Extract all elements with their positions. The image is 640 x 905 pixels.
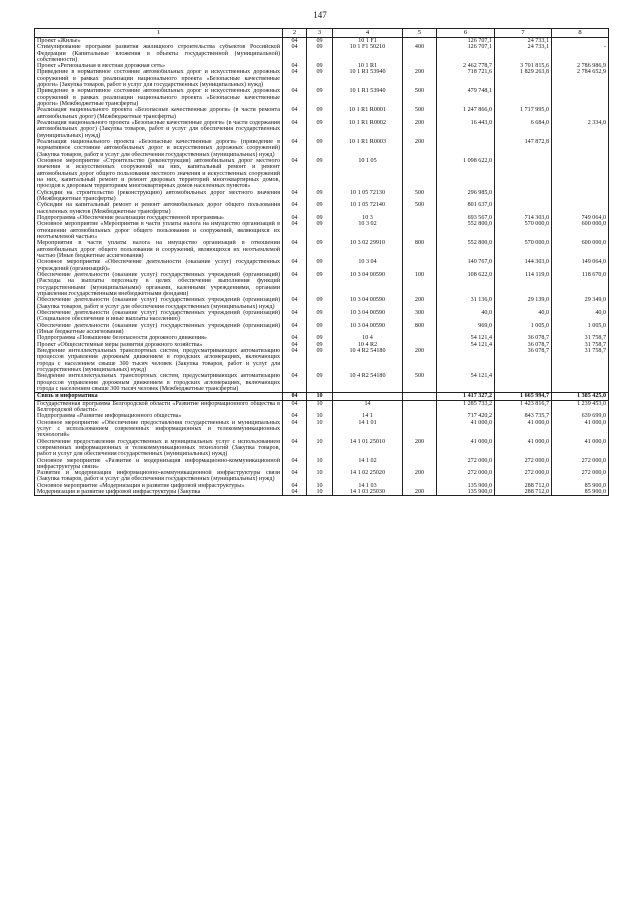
row-amount-year-2: 288 712,0 bbox=[495, 489, 552, 496]
row-subsection-code: 09 bbox=[307, 190, 333, 203]
table-row bbox=[35, 272, 609, 297]
header-cell: 1 bbox=[35, 29, 283, 38]
row-expense-type bbox=[403, 393, 437, 400]
row-expense-type: 100 bbox=[403, 272, 437, 297]
row-description: Приведение в нормативное состояние автомобильных дорог и искусственных дорожных сооружений в рамках реализации национального проекта «Безопасные качественные дороги» (Закупка товаров, работ и услуг для государственных (муниципальных) нужд) bbox=[35, 69, 283, 88]
row-expense-type: 500 bbox=[403, 202, 437, 215]
row-subsection-code: 09 bbox=[307, 69, 333, 88]
row-target-code: 10 3 04 00590 bbox=[333, 323, 403, 336]
row-amount-year-2: 41 000,0 bbox=[495, 420, 552, 439]
row-subsection-code: 10 bbox=[307, 413, 333, 419]
row-expense-type: 800 bbox=[403, 240, 437, 259]
row-description: Обеспечение деятельности (оказание услуг) государственных учреждений (организаций) (Закупка товаров, работ и услуг для обеспечения государственных (муниципальных) нужд) bbox=[35, 297, 283, 310]
page-number: 147 bbox=[313, 10, 327, 20]
table-row bbox=[35, 297, 609, 310]
row-amount-year-3: 85 900,0 bbox=[552, 483, 609, 489]
row-description: Связь и информатика bbox=[35, 393, 283, 400]
row-target-code: 10 1 F1 bbox=[333, 37, 403, 44]
row-description: Подпрограмма «Обеспечение реализации государственной программы» bbox=[35, 215, 283, 221]
row-target-code: 10 4 R2 bbox=[333, 342, 403, 348]
row-amount-year-2: 570 000,0 bbox=[495, 221, 552, 240]
row-section-code: 04 bbox=[283, 323, 307, 336]
row-amount-year-1: 41 000,0 bbox=[437, 439, 495, 458]
row-target-code: 10 3 04 bbox=[333, 259, 403, 272]
row-expense-type bbox=[403, 37, 437, 44]
row-amount-year-2: 40,0 bbox=[495, 310, 552, 323]
row-expense-type bbox=[403, 458, 437, 471]
row-subsection-code: 10 bbox=[307, 470, 333, 483]
row-amount-year-2: 147 872,8 bbox=[495, 139, 552, 158]
row-target-code: 10 4 R2 54180 bbox=[333, 373, 403, 392]
row-amount-year-3: 600 000,0 bbox=[552, 221, 609, 240]
row-subsection-code: 10 bbox=[307, 420, 333, 439]
row-target-code: 10 4 bbox=[333, 335, 403, 341]
row-amount-year-1: 126 707,1 bbox=[437, 37, 495, 44]
row-amount-year-1: 296 985,0 bbox=[437, 190, 495, 203]
row-section-code: 04 bbox=[283, 342, 307, 348]
row-subsection-code: 09 bbox=[307, 342, 333, 348]
row-description: Обеспечение деятельности (оказание услуг) государственных учреждений (организаций) (Расходы на выплаты персоналу в целях обеспечения выполнения функций государственными (муниципальными) органами, казенными учреждениями, органами управления государственными внебюджетными фондами) bbox=[35, 272, 283, 297]
row-section-code: 04 bbox=[283, 63, 307, 69]
table-row bbox=[35, 439, 609, 458]
row-subsection-code: 09 bbox=[307, 259, 333, 272]
row-section-code: 04 bbox=[283, 393, 307, 400]
row-description: Проект «Региональная и местная дорожная сеть» bbox=[35, 63, 283, 69]
row-amount-year-3: 118 670,0 bbox=[552, 272, 609, 297]
row-amount-year-2 bbox=[495, 202, 552, 215]
row-section-code: 04 bbox=[283, 439, 307, 458]
row-target-code: 10 3 04 00590 bbox=[333, 310, 403, 323]
row-section-code: 04 bbox=[283, 400, 307, 413]
table-row bbox=[35, 221, 609, 240]
row-subsection-code: 09 bbox=[307, 37, 333, 44]
row-amount-year-3 bbox=[552, 190, 609, 203]
row-section-code: 04 bbox=[283, 221, 307, 240]
row-section-code: 04 bbox=[283, 272, 307, 297]
row-description: Развитие и модернизация информационно-коммуникационной инфраструктуры связи (Закупка товаров, работ и услуг для обеспечения государственных (муниципальных) нужд) bbox=[35, 470, 283, 483]
table-row bbox=[35, 37, 609, 44]
table-row bbox=[35, 120, 609, 139]
row-expense-type bbox=[403, 259, 437, 272]
row-amount-year-1: 40,0 bbox=[437, 310, 495, 323]
row-expense-type bbox=[403, 221, 437, 240]
row-section-code: 04 bbox=[283, 202, 307, 215]
table-row bbox=[35, 393, 609, 400]
row-amount-year-1: 140 767,0 bbox=[437, 259, 495, 272]
row-amount-year-2: 1 717 995,0 bbox=[495, 107, 552, 120]
row-subsection-code: 10 bbox=[307, 400, 333, 413]
header-cell: 2 bbox=[283, 29, 307, 38]
row-amount-year-2: 24 733,1 bbox=[495, 44, 552, 63]
row-amount-year-3 bbox=[552, 373, 609, 392]
row-amount-year-1: 552 800,0 bbox=[437, 221, 495, 240]
row-target-code: 14 1 03 bbox=[333, 483, 403, 489]
row-description: Приведение в нормативное состояние автомобильных дорог и искусственных дорожных сооружений в рамках реализации национального проекта «Безопасные качественные дороги» (Межбюджетные трансферты) bbox=[35, 88, 283, 107]
row-target-code: 10 1 05 72140 bbox=[333, 202, 403, 215]
row-amount-year-2 bbox=[495, 190, 552, 203]
row-amount-year-1: 717 420,2 bbox=[437, 413, 495, 419]
table-row bbox=[35, 158, 609, 190]
row-target-code: 10 1 R1 bbox=[333, 63, 403, 69]
row-expense-type: 200 bbox=[403, 470, 437, 483]
row-amount-year-1: 272 000,0 bbox=[437, 458, 495, 471]
row-section-code: 04 bbox=[283, 190, 307, 203]
row-amount-year-3 bbox=[552, 139, 609, 158]
table-row bbox=[35, 310, 609, 323]
row-description: Основное мероприятие «Обеспечение предоставления государственных и муниципальных услуг с использованием современных информационных и телекоммуникационных технологий» bbox=[35, 420, 283, 439]
row-amount-year-3: 749 064,0 bbox=[552, 215, 609, 221]
row-amount-year-1: 272 000,0 bbox=[437, 470, 495, 483]
row-description: Основное мероприятие «Модернизация и развитие цифровой инфраструктуры» bbox=[35, 483, 283, 489]
row-amount-year-1: 718 721,6 bbox=[437, 69, 495, 88]
table-row bbox=[35, 88, 609, 107]
header-cell: 6 bbox=[437, 29, 495, 38]
row-amount-year-3: 2 334,0 bbox=[552, 120, 609, 139]
row-description: Обеспечение деятельности (оказание услуг) государственных учреждений (организаций) (Иные бюджетные ассигнования) bbox=[35, 323, 283, 336]
table-row bbox=[35, 190, 609, 203]
row-expense-type: 500 bbox=[403, 88, 437, 107]
table-row bbox=[35, 470, 609, 483]
row-subsection-code: 10 bbox=[307, 483, 333, 489]
row-amount-year-3 bbox=[552, 107, 609, 120]
row-description: Подпрограмма «Развитие информационного общества» bbox=[35, 413, 283, 419]
row-amount-year-1: 108 622,0 bbox=[437, 272, 495, 297]
row-amount-year-1: 54 121,4 bbox=[437, 373, 495, 392]
header-cell: 3 bbox=[307, 29, 333, 38]
row-section-code: 04 bbox=[283, 44, 307, 63]
row-amount-year-1: 16 443,0 bbox=[437, 120, 495, 139]
row-description: Основное мероприятие «Строительство (реконструкция) автомобильных дорог местного значения и искусственных сооружений на них, капитальный ремонт и ремонт автомобильных дорог общего пользования местного значения и искусственных сооружений на них, капитальный ремонт и ремонт дворовых территорий многоквартирных домов, проездов к дворовым территориям многоквартирных домов населенных пунктов» bbox=[35, 158, 283, 190]
row-amount-year-1: 54 121,4 bbox=[437, 335, 495, 341]
row-description: Проект «Жилье» bbox=[35, 37, 283, 44]
row-subsection-code: 09 bbox=[307, 310, 333, 323]
row-section-code: 04 bbox=[283, 348, 307, 373]
row-description: Государственная программа Белгородской области «Развитие информационного общества в Белгородской области» bbox=[35, 400, 283, 413]
row-description: Модернизация и развитие цифровой инфраструктуры (Закупка bbox=[35, 489, 283, 496]
row-target-code: 14 1 02 bbox=[333, 458, 403, 471]
row-amount-year-3 bbox=[552, 158, 609, 190]
row-expense-type: 200 bbox=[403, 120, 437, 139]
row-subsection-code: 09 bbox=[307, 139, 333, 158]
row-amount-year-3 bbox=[552, 88, 609, 107]
row-description: Внедрение интеллектуальных транспортных систем, предусматривающих автоматизацию процессов управления дорожным движением в городских агломерациях, включающих города с населением свыше 300 тысяч человек (Закупка товаров, работ и услуг для государственных (муниципальных) нужд) bbox=[35, 348, 283, 373]
row-amount-year-3: 40,0 bbox=[552, 310, 609, 323]
row-target-code: 10 3 04 00590 bbox=[333, 272, 403, 297]
row-section-code: 04 bbox=[283, 37, 307, 44]
table-row bbox=[35, 69, 609, 88]
row-amount-year-2: 144 303,0 bbox=[495, 259, 552, 272]
row-description: Реализация национального проекта «Безопасные качественные дороги» (приведение в нормативное состояние автомобильных дорог и искусственных дорожных сооружений) (Закупка товаров, работ и услуг для обеспечения государственных (муниципальных) нужд) bbox=[35, 139, 283, 158]
table-row bbox=[35, 420, 609, 439]
row-amount-year-2: 272 000,0 bbox=[495, 458, 552, 471]
row-section-code: 04 bbox=[283, 458, 307, 471]
row-subsection-code: 09 bbox=[307, 335, 333, 341]
row-subsection-code: 09 bbox=[307, 373, 333, 392]
row-amount-year-3: 2 784 652,9 bbox=[552, 69, 609, 88]
row-amount-year-3: 31 758,7 bbox=[552, 342, 609, 348]
row-section-code: 04 bbox=[283, 420, 307, 439]
row-amount-year-3: 2 786 986,9 bbox=[552, 63, 609, 69]
row-expense-type: 200 bbox=[403, 139, 437, 158]
header-cell: 5 bbox=[403, 29, 437, 38]
row-amount-year-2: 114 119,0 bbox=[495, 272, 552, 297]
row-amount-year-1: 126 707,1 bbox=[437, 44, 495, 63]
row-description: Обеспечение деятельности (оказание услуг) государственных учреждений (организаций) (Социальное обеспечение и иные выплаты населению) bbox=[35, 310, 283, 323]
row-section-code: 04 bbox=[283, 107, 307, 120]
row-target-code: 10 4 R2 54180 bbox=[333, 348, 403, 373]
row-description: Подпрограмма «Повышение безопасности дорожного движения» bbox=[35, 335, 283, 341]
row-description: Мероприятия в части уплаты налога на имущество организаций в отношении автомобильных дорог общего пользования и сооружений, являющихся их неотъемлемой частью (Иные бюджетные ассигнования) bbox=[35, 240, 283, 259]
table-row bbox=[35, 44, 609, 63]
table-row bbox=[35, 458, 609, 471]
row-expense-type: 800 bbox=[403, 323, 437, 336]
budget-table-sheet bbox=[34, 28, 608, 496]
table-row bbox=[35, 323, 609, 336]
row-section-code: 04 bbox=[283, 413, 307, 419]
row-subsection-code: 09 bbox=[307, 272, 333, 297]
row-amount-year-3: 31 758,7 bbox=[552, 335, 609, 341]
row-subsection-code: 09 bbox=[307, 348, 333, 373]
row-description: Обеспечение предоставления государственных и муниципальных услуг с использованием современных информационных и телекоммуникационных технологий (Закупка товаров, работ и услуг для обеспечения государственных (муниципальных) нужд) bbox=[35, 439, 283, 458]
header-cell: 7 bbox=[495, 29, 552, 38]
row-amount-year-3: 85 900,0 bbox=[552, 489, 609, 496]
row-amount-year-3: 1 385 425,0 bbox=[552, 393, 609, 400]
row-amount-year-3: 272 000,0 bbox=[552, 458, 609, 471]
row-amount-year-3 bbox=[552, 202, 609, 215]
row-subsection-code: 10 bbox=[307, 489, 333, 496]
row-target-code bbox=[333, 393, 403, 400]
table-row bbox=[35, 489, 609, 496]
table-row bbox=[35, 202, 609, 215]
row-amount-year-1: 54 121,4 bbox=[437, 342, 495, 348]
row-amount-year-1: 135 900,0 bbox=[437, 489, 495, 496]
row-amount-year-1 bbox=[437, 139, 495, 158]
row-subsection-code: 09 bbox=[307, 158, 333, 190]
row-subsection-code: 09 bbox=[307, 120, 333, 139]
row-target-code: 10 3 02 29910 bbox=[333, 240, 403, 259]
row-amount-year-2: 288 712,0 bbox=[495, 483, 552, 489]
table-row bbox=[35, 259, 609, 272]
row-amount-year-2: 1 665 994,7 bbox=[495, 393, 552, 400]
row-subsection-code: 10 bbox=[307, 458, 333, 471]
row-amount-year-2: 1 829 263,8 bbox=[495, 69, 552, 88]
row-expense-type bbox=[403, 158, 437, 190]
row-target-code: 14 1 01 bbox=[333, 420, 403, 439]
row-section-code: 04 bbox=[283, 215, 307, 221]
row-target-code: 10 1 05 bbox=[333, 158, 403, 190]
budget-table bbox=[34, 28, 609, 496]
row-amount-year-2: 29 139,0 bbox=[495, 297, 552, 310]
row-expense-type bbox=[403, 400, 437, 413]
row-subsection-code: 09 bbox=[307, 323, 333, 336]
row-target-code: 10 1 R1 53940 bbox=[333, 88, 403, 107]
row-amount-year-1: 969,0 bbox=[437, 323, 495, 336]
row-subsection-code: 10 bbox=[307, 439, 333, 458]
header-cell: 4 bbox=[333, 29, 403, 38]
row-subsection-code: 09 bbox=[307, 297, 333, 310]
row-amount-year-3 bbox=[552, 37, 609, 44]
row-amount-year-3: 31 758,7 bbox=[552, 348, 609, 373]
row-amount-year-2: 714 303,0 bbox=[495, 215, 552, 221]
row-target-code: 14 1 bbox=[333, 413, 403, 419]
row-target-code: 10 1 F1 50210 bbox=[333, 44, 403, 63]
row-section-code: 04 bbox=[283, 120, 307, 139]
row-amount-year-1: 1 247 866,0 bbox=[437, 107, 495, 120]
row-amount-year-1: 1 417 327,2 bbox=[437, 393, 495, 400]
row-section-code: 04 bbox=[283, 489, 307, 496]
row-amount-year-3: 272 000,0 bbox=[552, 470, 609, 483]
row-section-code: 04 bbox=[283, 297, 307, 310]
row-subsection-code: 09 bbox=[307, 202, 333, 215]
row-amount-year-2: 41 000,0 bbox=[495, 439, 552, 458]
row-target-code: 10 1 R1 R0002 bbox=[333, 120, 403, 139]
table-row bbox=[35, 107, 609, 120]
row-amount-year-1: 135 900,0 bbox=[437, 483, 495, 489]
row-description: Стимулирование программ развития жилищного строительства субъектов Российской Федерации (Капитальные вложения в объекты государственной (муниципальной) собственности) bbox=[35, 44, 283, 63]
row-amount-year-2: 570 000,0 bbox=[495, 240, 552, 259]
row-amount-year-1: 801 637,0 bbox=[437, 202, 495, 215]
row-subsection-code: 09 bbox=[307, 107, 333, 120]
row-amount-year-1: 41 000,0 bbox=[437, 420, 495, 439]
row-target-code: 14 1 03 25030 bbox=[333, 489, 403, 496]
row-target-code: 10 1 R1 R0001 bbox=[333, 107, 403, 120]
row-subsection-code: 09 bbox=[307, 215, 333, 221]
row-expense-type: 400 bbox=[403, 44, 437, 63]
table-row bbox=[35, 348, 609, 373]
row-amount-year-1: 1 098 622,0 bbox=[437, 158, 495, 190]
row-target-code: 10 1 R1 53940 bbox=[333, 69, 403, 88]
row-target-code: 10 3 04 00590 bbox=[333, 297, 403, 310]
table-row bbox=[35, 240, 609, 259]
table-row bbox=[35, 139, 609, 158]
row-expense-type: 200 bbox=[403, 348, 437, 373]
row-target-code: 14 bbox=[333, 400, 403, 413]
row-description: Реализация национального проекта «Безопасные качественные дороги» (в части ремонта автомобильных дорог) (Межбюджетные трансферты) bbox=[35, 107, 283, 120]
row-amount-year-2: 272 000,0 bbox=[495, 470, 552, 483]
row-section-code: 04 bbox=[283, 240, 307, 259]
row-amount-year-3: 600 000,0 bbox=[552, 240, 609, 259]
row-subsection-code: 09 bbox=[307, 221, 333, 240]
row-target-code: 10 3 bbox=[333, 215, 403, 221]
row-section-code: 04 bbox=[283, 259, 307, 272]
row-expense-type: 500 bbox=[403, 373, 437, 392]
row-subsection-code: 09 bbox=[307, 240, 333, 259]
row-amount-year-2: 24 733,1 bbox=[495, 37, 552, 44]
row-amount-year-3: 1 005,0 bbox=[552, 323, 609, 336]
row-description: Субсидии на капитальный ремонт и ремонт автомобильных дорог общего пользования населенных пунктов (Межбюджетные трансферты) bbox=[35, 202, 283, 215]
row-expense-type: 200 bbox=[403, 297, 437, 310]
row-subsection-code: 09 bbox=[307, 44, 333, 63]
row-amount-year-2: 843 735,7 bbox=[495, 413, 552, 419]
row-amount-year-1 bbox=[437, 348, 495, 373]
row-amount-year-2: 36 078,7 bbox=[495, 348, 552, 373]
row-amount-year-2: 36 078,7 bbox=[495, 342, 552, 348]
row-expense-type: 200 bbox=[403, 69, 437, 88]
row-expense-type: 200 bbox=[403, 439, 437, 458]
row-amount-year-2: 6 684,0 bbox=[495, 120, 552, 139]
row-expense-type bbox=[403, 420, 437, 439]
row-amount-year-3: 41 000,0 bbox=[552, 439, 609, 458]
row-expense-type: 200 bbox=[403, 489, 437, 496]
row-target-code: 14 1 02 25020 bbox=[333, 470, 403, 483]
row-section-code: 04 bbox=[283, 470, 307, 483]
row-section-code: 04 bbox=[283, 483, 307, 489]
row-amount-year-2: 36 078,7 bbox=[495, 335, 552, 341]
row-description: Внедрение интеллектуальных транспортных систем, предусматривающих автоматизацию процессов управления дорожным движением в городских агломерациях, включающих города с населением свыше 300 тысяч человек (Межбюджетные трансферты) bbox=[35, 373, 283, 392]
table-row bbox=[35, 400, 609, 413]
row-amount-year-1: 1 285 733,2 bbox=[437, 400, 495, 413]
row-target-code: 10 1 R1 R0003 bbox=[333, 139, 403, 158]
row-description: Основное мероприятие «Развитие и модернизация информационно-коммуникационной инфраструктуры связи» bbox=[35, 458, 283, 471]
row-section-code: 04 bbox=[283, 335, 307, 341]
row-subsection-code: 09 bbox=[307, 63, 333, 69]
row-amount-year-2 bbox=[495, 88, 552, 107]
row-description: Основное мероприятие «Обеспечение деятельности (оказание услуг) государственных учреждений (организаций)» bbox=[35, 259, 283, 272]
row-amount-year-2: 1 005,0 bbox=[495, 323, 552, 336]
row-description: Субсидии на строительство (реконструкцию) автомобильных дорог местного значения (Межбюджетные трансферты) bbox=[35, 190, 283, 203]
row-expense-type: 300 bbox=[403, 310, 437, 323]
row-subsection-code: 10 bbox=[307, 393, 333, 400]
row-section-code: 04 bbox=[283, 69, 307, 88]
row-amount-year-1: 2 462 778,7 bbox=[437, 63, 495, 69]
row-amount-year-3: 29 349,0 bbox=[552, 297, 609, 310]
row-amount-year-1: 552 800,0 bbox=[437, 240, 495, 259]
row-amount-year-2: 1 423 816,7 bbox=[495, 400, 552, 413]
row-section-code: 04 bbox=[283, 373, 307, 392]
row-amount-year-3: 639 699,0 bbox=[552, 413, 609, 419]
row-expense-type: 500 bbox=[403, 107, 437, 120]
row-section-code: 04 bbox=[283, 310, 307, 323]
table-header-row bbox=[35, 29, 609, 38]
row-description: Реализация национального проекта «Безопасные качественные дороги» (в части содержания автомобильных дорог) (Закупка товаров, работ и услуг для обеспечения государственных (муниципальных) нужд) bbox=[35, 120, 283, 139]
row-target-code: 14 1 01 25010 bbox=[333, 439, 403, 458]
row-section-code: 04 bbox=[283, 88, 307, 107]
row-amount-year-3: 41 000,0 bbox=[552, 420, 609, 439]
row-amount-year-1: 693 567,0 bbox=[437, 215, 495, 221]
row-target-code: 10 1 05 72130 bbox=[333, 190, 403, 203]
row-section-code: 04 bbox=[283, 158, 307, 190]
header-cell: 8 bbox=[552, 29, 609, 38]
row-amount-year-3: 149 064,0 bbox=[552, 259, 609, 272]
row-amount-year-3: - bbox=[552, 44, 609, 63]
row-subsection-code: 09 bbox=[307, 88, 333, 107]
row-amount-year-1: 31 136,0 bbox=[437, 297, 495, 310]
budget-table-body bbox=[35, 29, 609, 496]
row-amount-year-3: 1 239 453,0 bbox=[552, 400, 609, 413]
row-target-code: 10 3 02 bbox=[333, 221, 403, 240]
row-expense-type: 500 bbox=[403, 190, 437, 203]
row-amount-year-2 bbox=[495, 158, 552, 190]
row-section-code: 04 bbox=[283, 139, 307, 158]
row-amount-year-1: 479 748,1 bbox=[437, 88, 495, 107]
row-description: Проект «Общесистемные меры развития дорожного хозяйства» bbox=[35, 342, 283, 348]
row-description: Основное мероприятие «Мероприятия в части уплаты налога на имущество организаций в отношении автомобильных дорог общего пользования и сооружений, являющихся их неотъемлемой частью» bbox=[35, 221, 283, 240]
row-amount-year-2: 3 701 815,6 bbox=[495, 63, 552, 69]
table-row bbox=[35, 373, 609, 392]
row-amount-year-2 bbox=[495, 373, 552, 392]
